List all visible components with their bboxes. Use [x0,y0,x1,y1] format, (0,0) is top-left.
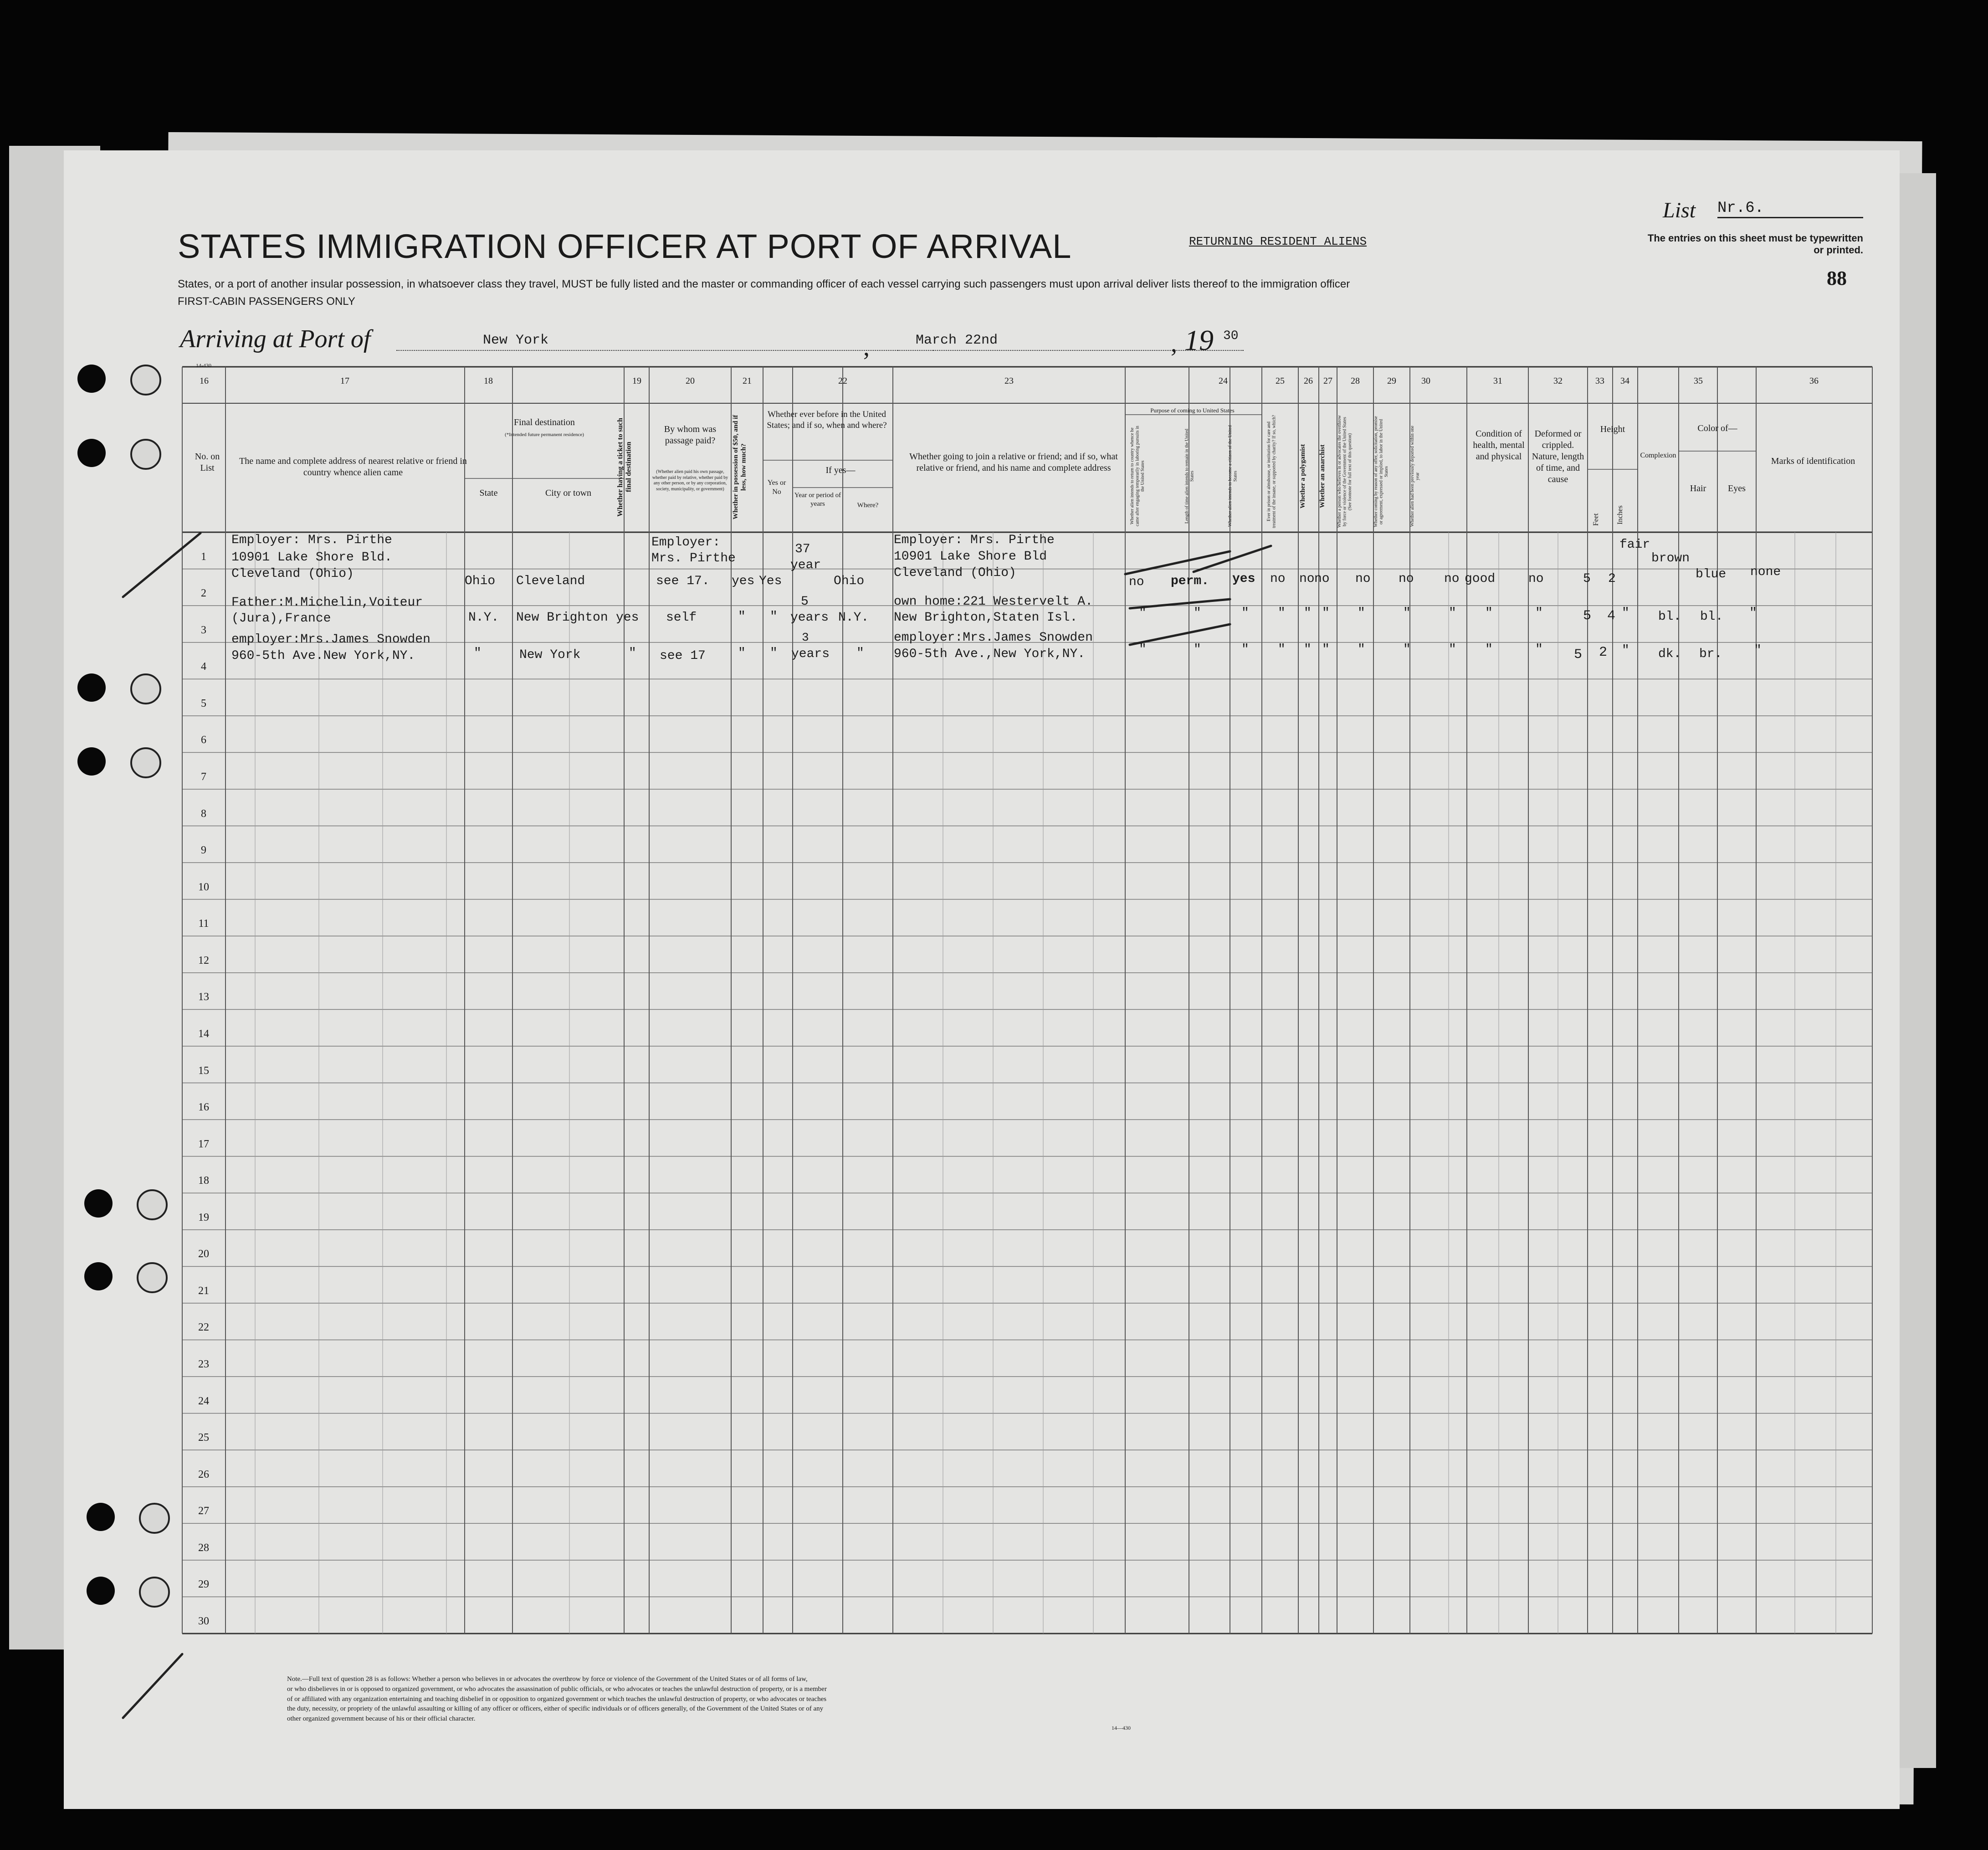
row1-marks: none [1750,565,1781,579]
pen-stroke [123,533,200,597]
punch-hole-ring [139,1577,170,1608]
heading-city: City or town [545,488,592,498]
row1-purpose-a: no [1129,575,1144,589]
row2-ditto-health: " [1485,606,1493,620]
row1-purpose-c: yes [1232,572,1255,586]
row-number: 6 [201,734,206,746]
row2-ditto-anarchist: " [1322,606,1330,620]
heading-ticket: Whether having a ticket to such final destination [616,417,633,517]
column-number: 34 [1620,376,1629,386]
row-number: 16 [198,1101,209,1114]
row2-ditto-prison: " [1278,606,1286,620]
row1-hair: brown [1651,551,1690,565]
footnote-line-5: other organized government because of his or their official character. [287,1715,476,1722]
row2-inches: 4 [1607,608,1616,624]
row-number: 7 [201,771,206,783]
list-number: Nr.6. [1717,200,1863,218]
column-number: 19 [632,376,641,386]
column-number: 33 [1595,376,1604,386]
row1-relative-line3: Cleveland (Ohio) [231,567,354,581]
heading-purpose-a: Whether alien intends to return to country whence he came after engaging temporarily in laboring pursuits in the United States [1130,426,1145,527]
column-number: 25 [1276,376,1285,386]
row2-ditto-complexion: " [1622,606,1629,620]
row2-relative-line2: (Jura),France [231,612,331,626]
heading-hair: Hair [1690,483,1706,493]
list-label: List [1663,198,1696,222]
row1-q30: no [1444,572,1460,586]
column-number: 36 [1809,376,1819,386]
pen-stroke [123,1654,182,1718]
row2-ditto-q30: " [1449,606,1456,620]
heading-final-destination-note: (*Intended future permanent residence) [505,432,584,437]
punch-hole [87,1577,115,1605]
row3-ditto-purpose-b: " [1194,642,1201,657]
row1-joining-line2: 10901 Lake Shore Bld [894,550,1047,564]
row1-city: Cleveland [516,574,585,588]
heading-feet: Feet [1592,513,1600,526]
row-number: 5 [201,697,206,709]
row-number: 25 [198,1432,209,1444]
row3-period-line1: 3 [802,631,809,644]
heading-height: Height [1600,424,1625,434]
row3-ditto-prison: " [1278,642,1286,657]
heading-inches: Inches [1616,505,1624,524]
heading-state: State [479,488,498,498]
row3-joining-line1: employer:Mrs.James Snowden [894,631,1093,645]
row3-ditto-purpose-c: " [1241,642,1249,657]
row3-city: New York [519,648,581,662]
comma-1: , [863,333,870,361]
row2-period-line2: years [790,611,829,625]
row-number: 4 [201,661,206,673]
row-number: 23 [198,1358,209,1371]
heading-deformed: Deformed or crippled. Nature, length of time, and cause [1532,429,1584,484]
column-number: 26 [1304,376,1313,386]
row3-passage: see 17 [660,649,706,663]
punch-hole-ring [130,439,161,470]
row-number: 12 [198,954,209,966]
column-number: 32 [1553,376,1563,386]
row3-ditto-before: " [770,646,778,660]
row2-relative-line1: Father:M.Michelin,Voiteur [231,596,423,610]
row1-before: Yes [759,574,782,588]
row3-ditto-anarchist: " [1322,642,1330,657]
row-number: 1 [201,550,206,563]
column-number: 29 [1387,376,1396,386]
row3-period-line2: years [791,647,830,661]
row1-relative-line2: 10901 Lake Shore Bld. [231,550,392,565]
row2-ditto-purpose-b: " [1194,606,1201,620]
row1-period-line1: 37 [795,542,810,556]
row1-eyes: blue [1696,567,1727,581]
punch-hole [84,1189,113,1218]
row2-eyes: bl. [1700,610,1723,624]
row1-q28: no [1355,572,1371,586]
year-prefix: 19 [1184,324,1214,356]
row2-period-line1: 5 [801,595,809,609]
heading-complexion: Complexion [1640,452,1676,459]
row-number: 30 [198,1615,209,1627]
row3-ditto-deformed: " [1535,642,1543,657]
pen-stroke [1125,551,1230,574]
row3-ditto-q30: " [1449,642,1456,657]
column-number: 22 [838,376,847,386]
punch-hole [77,673,106,702]
row2-joining-line2: New Brighton,Staten Isl. [894,611,1078,625]
row3-joining-line2: 960-5th Ave.,New York,NY. [894,647,1086,661]
punch-hole [77,439,106,467]
row1-joining-line1: Employer: Mrs. Pirthe [894,533,1055,547]
heading-passage-paid: By whom was passage paid? [664,424,717,446]
row2-ditto-deformed: " [1535,606,1543,620]
row2-ditto-purpose-a: " [1139,606,1147,620]
punch-hole [87,1503,115,1531]
punch-hole-ring [137,1262,168,1293]
heading-health: Condition of health, mental and physical [1473,429,1525,462]
footnote-line-4: the duty, necessity, or propriety of the unlawful assaulting or killing of any officer or officers, either of specific individuals or of officers generally, of the Government of the United States or of any [287,1705,824,1713]
comma-2: , [1171,329,1177,358]
heading-q29: Whether coming by reason of any offer, solicitation, promise or agreement, expressed or implied, to labor in the United States [1373,416,1389,527]
row1-feet: 5 [1583,572,1591,586]
row-number: 17 [198,1138,209,1150]
row1-relative-line1: Employer: Mrs. Pirthe [231,533,392,547]
row2-ticket: yes [616,611,639,625]
row-number: 20 [198,1248,209,1260]
column-number: 16 [200,376,209,386]
column-number: 17 [340,376,349,386]
row3-ditto-complexion: " [1622,643,1629,658]
heading-prison: Ever in prison or almshouse, or institution for care and treatment of the insane, or supported by charity? If so, which? [1266,415,1277,529]
row-number: 13 [198,991,209,1003]
punch-hole-ring [137,1189,168,1220]
row-number: 8 [201,807,206,820]
row3-ditto-purpose-a: " [1139,642,1147,657]
row3-ditto-q29: " [1403,642,1411,657]
heading-eyes: Eyes [1728,483,1746,493]
heading-no-on-list: No. on List [195,452,220,473]
row-number: 29 [198,1578,209,1591]
row3-hair: dk. [1658,647,1681,661]
column-number: 18 [484,376,493,386]
manifest-sheet [64,150,1900,1809]
row3-ditto-ticket: " [629,646,636,660]
row-number: 28 [198,1542,209,1554]
row2-ditto-q28: " [1358,606,1365,620]
heading-before-in-us: Whether ever before in the United States; and if so, when and where? [767,410,887,430]
heading-possession-50: Whether in possession of $50, and if less, how much? [732,415,748,519]
form-title: STATES IMMIGRATION OFFICER AT PORT OF ARRIVAL [178,227,1072,265]
row1-passage-line3: see 17. [656,574,710,588]
heading-relative-address: The name and complete address of nearest relative or friend in country whence alien came [239,456,467,478]
row-number: 24 [198,1395,209,1407]
heading-purpose: Purpose of coming to United States [1150,407,1235,414]
row3-ditto-possession: " [738,646,746,660]
heading-polygamist: Whether a polygamist [1299,444,1307,509]
row3-eyes: br. [1699,647,1722,661]
punch-hole [77,365,106,393]
row-number: 2 [201,587,206,600]
punch-hole [77,747,106,776]
row1-complexion: fair [1619,538,1650,552]
row3-relative-line1: employer:Mrs.James Snowden [231,632,430,647]
port-value: New York [483,333,549,348]
row1-purpose-b: perm. [1171,574,1209,588]
row3-feet: 5 [1574,647,1583,663]
row3-ditto-q28: " [1358,642,1365,657]
row3-ditto-health: " [1485,642,1493,657]
row2-ditto-polygamist: " [1304,606,1312,620]
column-number: 30 [1421,376,1430,386]
punch-hole [84,1262,113,1290]
row-number: 3 [201,624,206,636]
page-number: 88 [1827,267,1847,289]
footnote-line-1: Note.—Full text of question 28 is as follows: Whether a person who believes in or advocates the overthrow by force or violence of the Government of the United States or of all forms of law, [287,1675,808,1683]
footnote-form-code: 14—430 [1112,1725,1131,1731]
pen-stroke [1130,624,1230,645]
row1-passage-line2: Mrs. Pirthe [651,551,736,565]
column-number: 23 [1004,376,1014,386]
footnote [287,1675,1244,1724]
row3-inches: 2 [1599,645,1608,660]
pen-stroke [1194,546,1271,572]
row2-before: " [770,610,778,624]
heading-passage-note: (Whether alien paid his own passage, whether paid by relative, whether paid by any other person, or by any corporation, society, municipality, or government) [652,469,728,492]
column-number: 31 [1493,376,1502,386]
row1-health: good [1465,572,1496,586]
heading-q30: Whether alien had been previously deported within one year [1410,426,1420,527]
row1-where: Ohio [834,574,865,588]
punch-hole-ring [130,747,161,778]
row2-state: N.Y. [468,611,499,625]
row2-passage: self [666,611,697,625]
heading-if-yes: If yes— [825,465,856,475]
row1-joining-line3: Cleveland (Ohio) [894,566,1016,580]
heading-q28: Whether a person who believes in or advocates the overthrow by force or violence of the Government of the United States (See footnote for full text of this question) [1337,415,1353,528]
row-number: 9 [201,844,206,857]
row2-possession: " [738,610,746,624]
row2-feet: 5 [1583,608,1592,624]
row-number: 26 [198,1468,209,1480]
footnote-line-2: or who disbelieves in or is opposed to organized government, or who advocates the assassination of public officials, or who advocates or teaches the unlawful destruction of property, or is a member [287,1685,827,1693]
heading-joining-relative: Whether going to join a relative or friend; and if so, what relative or friend, and his name and complete address [909,452,1118,473]
row1-state: Ohio [465,574,496,588]
returning-resident-stamp: RETURNING RESIDENT ALIENS [1189,235,1367,248]
heading-marks: Marks of identification [1771,456,1855,466]
manifest-grid [64,150,1900,1809]
year-suffix: 30 [1223,329,1239,343]
heading-final-destination: Final destination [514,417,575,427]
subtitle-line-2: FIRST-CABIN PASSENGERS ONLY [178,295,355,308]
row-number: 14 [198,1028,209,1040]
row1-prison: no [1270,572,1286,586]
row2-where: N.Y. [838,611,869,625]
heading-anarchist: Whether an anarchist [1319,444,1326,508]
column-number: 35 [1694,376,1703,386]
row-number: 22 [198,1321,209,1334]
column-number: 24 [1219,376,1228,386]
row-number: 15 [198,1064,209,1077]
row2-city: New Brighton [516,611,608,625]
row1-passage-line1: Employer: [651,535,721,550]
row2-ditto-q29: " [1403,606,1411,620]
column-number: 28 [1351,376,1360,386]
footnote-line-3: of or affiliated with any organization entertaining and teaching disbelief in or opposition to organized government or which teaches the unlawful destruction of property, or who advocates or teaches [287,1695,827,1703]
column-number: 21 [743,376,752,386]
row-number: 10 [198,881,209,893]
typewritten-notice: The entries on this sheet must be typewritten or printed. [1647,232,1863,256]
column-number: 27 [1323,376,1332,386]
row2-ditto-purpose-c: " [1241,606,1249,620]
heading-purpose-c: Whether alien intends to become a citizen of the United States [1228,425,1238,527]
row2-hair: bl. [1658,610,1681,624]
date-value: March 22nd [916,333,998,348]
row2-joining-line1: own home:221 Westervelt A. [894,595,1093,609]
row-number: 27 [198,1505,209,1517]
heading-purpose-b: Length of time alien intends to remain in the United States [1184,429,1195,524]
punch-hole-ring [139,1503,170,1534]
row3-ditto-state: " [474,646,482,660]
row-number: 18 [198,1175,209,1187]
row1-inches: 2 [1608,572,1616,586]
row-number: 19 [198,1211,209,1223]
arriving-label: Arriving at Port of [180,325,371,353]
heading-yes-or-no: Yes or No [767,479,786,496]
row1-q29: no [1399,572,1414,586]
port-line [396,350,934,351]
row3-ditto-polygamist: " [1304,642,1312,657]
row3-ditto-where: " [856,646,864,660]
heading-year-period: Year or period of years [794,492,841,508]
row-number: 21 [198,1285,209,1297]
row1-period-line2: year [790,558,821,572]
heading-where: Where? [857,502,879,509]
subtitle-line-1: States, or a port of another insular possession, in whatsoever class they travel, MUST be fully listed and the master or commanding officer of each vessel carrying such passengers must upon arrival deliver lists thereof to the immigration officer [178,278,1350,290]
column-number: 20 [686,376,695,386]
row-number: 11 [198,918,209,930]
row3-ditto-marks: " [1754,643,1762,658]
row3-relative-line2: 960-5th Ave.New York,NY. [231,649,415,663]
heading-color-of: Color of— [1697,423,1737,433]
row2-ditto-marks: " [1749,606,1757,620]
row1-possession: yes [732,574,755,588]
punch-hole-ring [130,365,161,396]
row1-anarchist: no [1314,572,1330,586]
row1-deformed: no [1528,572,1544,586]
row1-polygamist: no [1299,572,1315,586]
form-code: 14-430 [196,362,211,369]
punch-hole-ring [130,673,161,704]
